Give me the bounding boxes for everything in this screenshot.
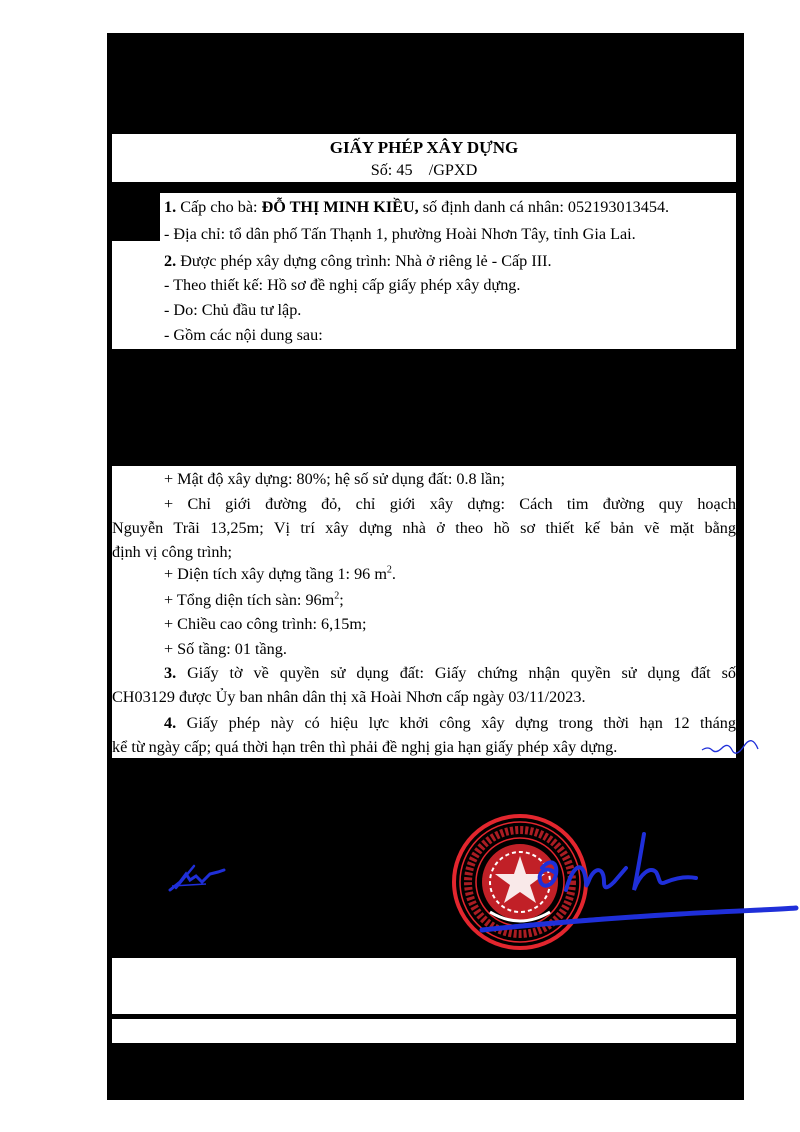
signature-main <box>480 828 798 938</box>
owner-id: số định danh cá nhân: 052193013454. <box>422 198 670 216</box>
allowed-construction: Được phép xây dựng công trình: Nhà ở riêng lẻ - Cấp III. <box>180 252 552 270</box>
owner-address: - Địa chỉ: tổ dân phố Tấn Thạnh 1, phường Hoài Nhơn Tây, tỉnh Gia Lai. <box>164 225 636 243</box>
footer-band-1 <box>112 958 736 1014</box>
initials-scribble <box>700 738 770 758</box>
floor1-area-line: + Diện tích xây dựng tầng 1: 96 $m^2$. <box>164 564 396 583</box>
section-4-line-2: kể từ ngày cấp; quá thời hạn trên thì phải đề nghị gia hạn giấy phép xây dựng. <box>112 738 618 756</box>
section-1-number: 1. <box>164 198 177 216</box>
total-area-line: + Tổng diện tích sàn: $96m^2$; <box>164 590 344 609</box>
signature-left <box>166 852 236 897</box>
boundary-line-1: + Chỉ giới đường đỏ, chỉ giới xây dựng: Cách tim đường quy hoạch <box>164 495 736 513</box>
section-4-line-1: 4. Giấy phép này có hiệu lực khởi công xây dựng trong thời hạn 12 tháng <box>164 714 736 732</box>
section-3-line-1: 3. Giấy tờ về quyền sử dụng đất: Giấy chứng nhận quyền sử dụng đất số <box>164 664 737 682</box>
density-line: + Mật độ xây dựng: 80%; hệ số sử dụng đất: 0.8 lần; <box>164 470 505 488</box>
floors-line: + Số tầng: 01 tầng. <box>164 640 287 658</box>
design-line: - Theo thiết kế: Hồ sơ đề nghị cấp giấy phép xây dựng. <box>164 276 521 294</box>
owner-name: ĐỖ THỊ MINH KIỀU, <box>261 198 419 216</box>
page-title: GIẤY PHÉP XÂY DỰNG <box>329 138 519 157</box>
granted-to-label: Cấp cho bà: <box>180 198 258 216</box>
section-1-line <box>164 195 669 219</box>
footer-band-2 <box>112 1019 736 1043</box>
section-2-number: 2. <box>164 252 177 270</box>
boundary-line-2: Nguyễn Trãi 13,25m; Vị trí xây dựng nhà ở theo hồ sơ thiết kế bản vẽ mặt bằng <box>112 519 736 537</box>
section-2-line <box>164 249 552 273</box>
contents-line: - Gồm các nội dung sau: <box>164 326 323 344</box>
section-3-line-2: CH03129 được Ủy ban nhân dân thị xã Hoài Nhơn cấp ngày 03/11/2023. <box>112 688 586 706</box>
height-line: + Chiều cao công trình: 6,15m; <box>164 615 367 633</box>
boundary-line-3: định vị công trình; <box>112 543 233 561</box>
designed-by-line: - Do: Chủ đầu tư lập. <box>164 301 302 319</box>
permit-number: Số: 45 /GPXD <box>370 161 478 179</box>
